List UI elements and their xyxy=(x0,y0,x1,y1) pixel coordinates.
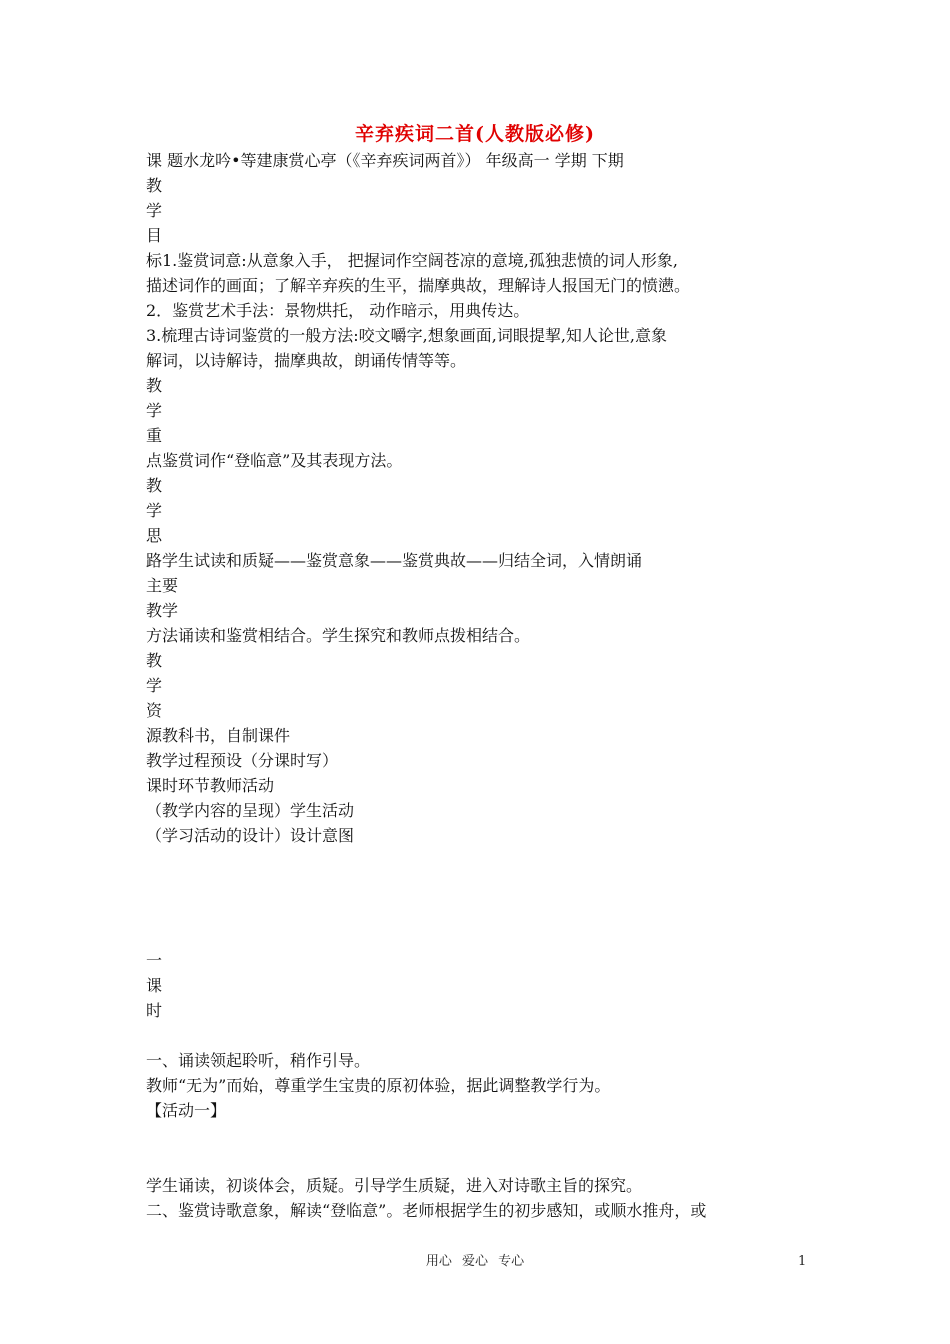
text-line: 思 xyxy=(146,526,163,545)
blank-line xyxy=(146,898,816,923)
page-number: 1 xyxy=(798,1254,807,1269)
text-line: 标1.鉴赏词意:从意象入手， 把握词作空阔苍凉的意境,孤独悲愤的词人形象, xyxy=(146,251,678,270)
text-line: 目 xyxy=(146,226,163,245)
text-line: 课 xyxy=(146,976,163,995)
text-line: 教 xyxy=(146,651,163,670)
blank-line xyxy=(146,1123,816,1148)
text-line: 点鉴赏词作“登临意”及其表现方法。 xyxy=(146,451,403,470)
text-line: 【活动一】 xyxy=(146,1101,227,1120)
blank-line xyxy=(146,1023,816,1048)
text-line: 路学生试读和质疑——鉴赏意象——鉴赏典故——归结全词，入情朗诵 xyxy=(146,551,643,570)
text-line: 描述词作的画面；了解辛弃疾的生平，揣摩典故，理解诗人报国无门的愤懑。 xyxy=(146,276,691,295)
text-line: 2．鉴赏艺术手法：景物烘托， 动作暗示，用典传达。 xyxy=(146,301,530,320)
blank-line xyxy=(146,1148,816,1173)
document-title: 辛弃疾词二首(人教版必修) xyxy=(355,123,595,145)
blank-line xyxy=(146,923,816,948)
text-line: 解词，以诗解诗，揣摩典故，朗诵传情等等。 xyxy=(146,351,467,370)
text-line: 主要 xyxy=(146,576,179,595)
page-footer: 用心 爱心 专心 xyxy=(425,1254,525,1269)
text-line: 学 xyxy=(146,401,163,420)
text-line: 资 xyxy=(146,701,163,720)
text-line: 学生诵读，初谈体会，质疑。引导学生质疑，进入对诗歌主旨的探究。 xyxy=(146,1176,643,1195)
text-line: 时 xyxy=(146,1001,163,1020)
text-line: 课时环节教师活动 xyxy=(146,776,275,795)
text-line: 学 xyxy=(146,501,163,520)
text-line: 教师“无为”而始，尊重学生宝贵的原初体验，据此调整教学行为。 xyxy=(146,1076,611,1095)
text-line: 3.梳理古诗词鉴赏的一般方法:咬文嚼字,想象画面,词眼提挈,知人论世,意象 xyxy=(146,326,668,345)
text-line: （教学内容的呈现）学生活动 xyxy=(146,801,355,820)
text-line: 教 xyxy=(146,376,163,395)
blank-line xyxy=(146,848,816,873)
text-line: 教 xyxy=(146,476,163,495)
text-line: 教学过程预设（分课时写） xyxy=(146,751,339,770)
text-line: （学习活动的设计）设计意图 xyxy=(146,826,355,845)
text-line: 课 题水龙吟•等建康赏心亭（《辛弃疾词两首》） 年级高一 学期 下期 xyxy=(146,151,624,170)
text-line: 一 xyxy=(146,951,163,970)
text-line: 教学 xyxy=(146,601,179,620)
text-line: 重 xyxy=(146,426,163,445)
text-line: 教 xyxy=(146,176,163,195)
text-line: 二、鉴赏诗歌意象，解读“登临意”。老师根据学生的初步感知，或顺水推舟，或 xyxy=(146,1201,707,1220)
text-line: 方法诵读和鉴赏相结合。学生探究和教师点拨相结合。 xyxy=(146,626,531,645)
text-line: 一、诵读领起聆听，稍作引导。 xyxy=(146,1051,371,1070)
document-body xyxy=(146,148,816,1223)
text-line: 学 xyxy=(146,201,163,220)
blank-line xyxy=(146,873,816,898)
text-line: 学 xyxy=(146,676,163,695)
text-line: 源教科书，自制课件 xyxy=(146,726,291,745)
